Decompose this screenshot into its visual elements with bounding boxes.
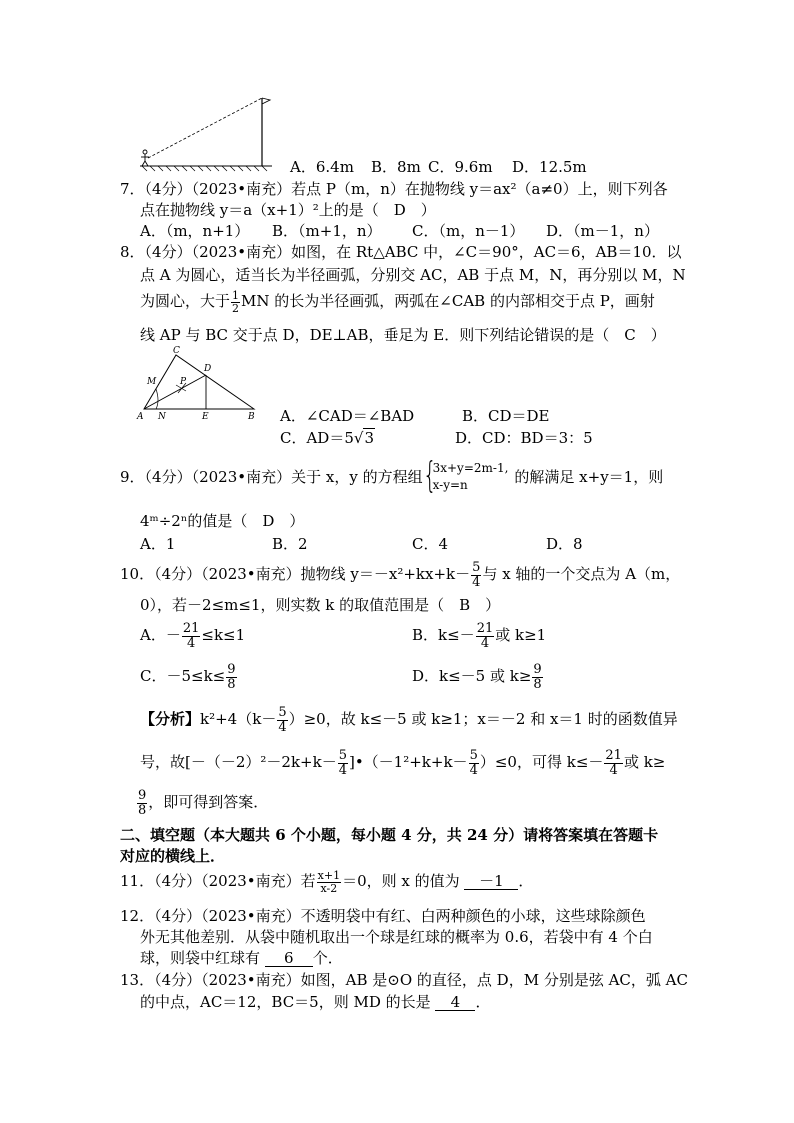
- label-m: M: [147, 377, 157, 387]
- label-e: E: [202, 412, 209, 422]
- q9-option-d: D．8: [546, 535, 583, 553]
- label-p: P: [180, 377, 187, 387]
- fraction: $\frac{21}{4}$: [182, 621, 200, 651]
- fraction: $\frac{21}{4}$: [476, 621, 494, 651]
- section-2-heading: 二、填空题（本大题共 6 个小题，每小题 4 分，共 24 分）请将答案填在答题卡: [120, 826, 659, 844]
- q6-option-c: C．9.6m: [428, 158, 493, 176]
- q11-line: 11．（4分）（2023•南充）若 $\frac{x+1}{x-2}$ ＝0，则 x 的值为 －1 ．: [120, 869, 534, 895]
- q8-option-d: D．CD：BD＝3：5: [455, 429, 593, 447]
- arc-mn: [156, 389, 158, 409]
- q10-option-d: D．k≤－5 或 k≥ $\frac{9}{8}$: [412, 662, 542, 692]
- fraction: $\frac{5}{4}$: [472, 560, 481, 590]
- analysis-line-1: 【分析】k²+4（k－ $\frac{5}{4}$ ）≥0，故 k≤－5 或 k≥1；x＝－2 和 x＝1 时的函数值异: [140, 705, 678, 735]
- q9-line-2: 4ᵐ÷2ⁿ的值是（ D ）: [140, 512, 305, 530]
- q9-option-a: A．1: [140, 535, 176, 553]
- q7-option-d: D．（m－1，n）: [546, 222, 659, 240]
- q12-answer-blank: 6: [265, 951, 313, 967]
- q9-option-c: C．4: [412, 535, 449, 553]
- analysis-tag: 【分析】: [140, 710, 201, 729]
- triangle-abc: [144, 355, 254, 409]
- q9-option-b: B．2: [272, 535, 308, 553]
- sqrt-three: √3: [353, 429, 374, 447]
- section-2-heading-cont: 对应的横线上．: [120, 847, 226, 865]
- fraction: $\frac{5}{4}$: [338, 748, 347, 778]
- q12-line-2: 外无其他差别．从袋中随机取出一个球是红球的概率为 0.6，若袋中有 4 个白: [140, 928, 653, 946]
- q8-option-c: C．AD＝5√3: [280, 429, 374, 447]
- q10-line-2: 0），若－2≤m≤1，则实数 k 的取值范围是（ B ）: [140, 596, 501, 614]
- analysis-line-3: $\frac{9}{8}$ ，即可得到答案．: [138, 788, 269, 818]
- flagpole-figure: [138, 94, 280, 174]
- q10-option-c: C．－5≤k≤ $\frac{9}{8}$: [140, 662, 236, 692]
- q8-line-4: 线 AP 与 BC 交于点 D，DE⊥AB，垂足为 E．则下列结论错误的是（ C ）: [140, 326, 666, 344]
- q6-option-b: B．8m: [371, 158, 421, 176]
- sight-line: [148, 98, 262, 158]
- analysis-line-2: 号，故[－（－2）²－2k+k－ $\frac{5}{4}$ ]•（－1²+k+k－ $\frac{5}{4}$ ）≤0，可得 k≤－ $\frac{21}{4}$ 或 k≥: [140, 748, 666, 778]
- q8-line-1: 8．（4分）（2023•南充）如图，在 Rt△ABC 中，∠C＝90°，AC＝6，AB＝10．以: [120, 243, 682, 261]
- q7-line-1: 7．（4分）（2023•南充）若点 P（m，n）在抛物线 y＝ax²（a≠0）上，则下列各: [120, 180, 668, 198]
- label-b: B: [248, 412, 255, 422]
- q11-answer-blank: －1: [464, 874, 518, 890]
- q8-option-a: A．∠CAD＝∠BAD: [280, 407, 415, 425]
- brace-icon: {: [422, 455, 437, 496]
- equation-system: { 3x+y=2m-1, x-y=n: [422, 455, 509, 496]
- q10-line-1: 10．（4分）（2023•南充）抛物线 y＝－x²+kx+k－ $\frac{5}{4}$ 与 x 轴的一个交点为 A（m，: [120, 560, 681, 590]
- label-c: C: [173, 346, 180, 356]
- fraction: $\frac{5}{4}$: [278, 705, 287, 735]
- q13-line-1: 13．（4分）（2023•南充）如图，AB 是⊙O 的直径，点 D，M 分别是弦 AC，弧 AC: [120, 971, 688, 989]
- q10-option-a: A．－ $\frac{21}{4}$ ≤k≤1: [140, 621, 246, 651]
- fraction: $\frac{21}{4}$: [605, 748, 622, 778]
- q12-line-1: 12．（4分）（2023•南充）不透明袋中有红、白两种颜色的小球，这些球除颜色: [120, 907, 646, 925]
- q10-option-b: B．k≤－ $\frac{21}{4}$ 或 k≥1: [412, 621, 547, 651]
- flag: [262, 98, 270, 104]
- label-d: D: [204, 364, 212, 374]
- triangle-figure: [136, 345, 264, 423]
- fraction: $\frac{9}{8}$: [227, 662, 236, 692]
- person-icon: [141, 150, 149, 166]
- ground-hatch: [142, 166, 267, 171]
- q6-option-a: A．6.4m: [290, 158, 354, 176]
- q8-option-b: B．CD＝DE: [462, 407, 550, 425]
- q9-line-1: 9．（4分）（2023•南充）关于 x，y 的方程组 { 3x+y=2m-1, x-y=n 的解满足 x+y＝1，则: [120, 455, 664, 496]
- fraction: $\frac{9}{8}$: [533, 662, 542, 692]
- q13-line-2: 的中点，AC＝12，BC＝5，则 MD 的长是 4 ．: [140, 993, 491, 1011]
- q7-line-2: 点在抛物线 y＝a（x+1）²上的是（ D ）: [140, 201, 436, 219]
- half-fraction: $\frac{1}{2}$: [232, 289, 240, 315]
- q7-option-c: C．（m，n－1）: [412, 222, 525, 240]
- q8-line-2: 点 A 为圆心，适当长为半径画弧，分别交 AC，AB 于点 M，N，再分别以 M，N: [140, 266, 686, 284]
- q7-option-a: A．（m，n+1）: [140, 222, 250, 240]
- q13-answer-blank: 4: [435, 995, 475, 1011]
- label-a: A: [137, 412, 144, 422]
- fraction: $\frac{9}{8}$: [138, 788, 147, 818]
- q12-line-3: 球，则袋中红球有 6 个．: [140, 949, 343, 967]
- fraction: $\frac{x+1}{x-2}$: [317, 869, 341, 895]
- fraction: $\frac{5}{4}$: [469, 748, 478, 778]
- q8-line-3: 为圆心，大于 $\frac{1}{2}$ MN 的长为半径画弧，两弧在∠CAB 的内部相交于点 P，画射: [140, 289, 655, 315]
- q7-option-b: B．（m+1，n）: [272, 222, 382, 240]
- label-n: N: [158, 412, 166, 422]
- q6-option-d: D．12.5m: [512, 158, 587, 176]
